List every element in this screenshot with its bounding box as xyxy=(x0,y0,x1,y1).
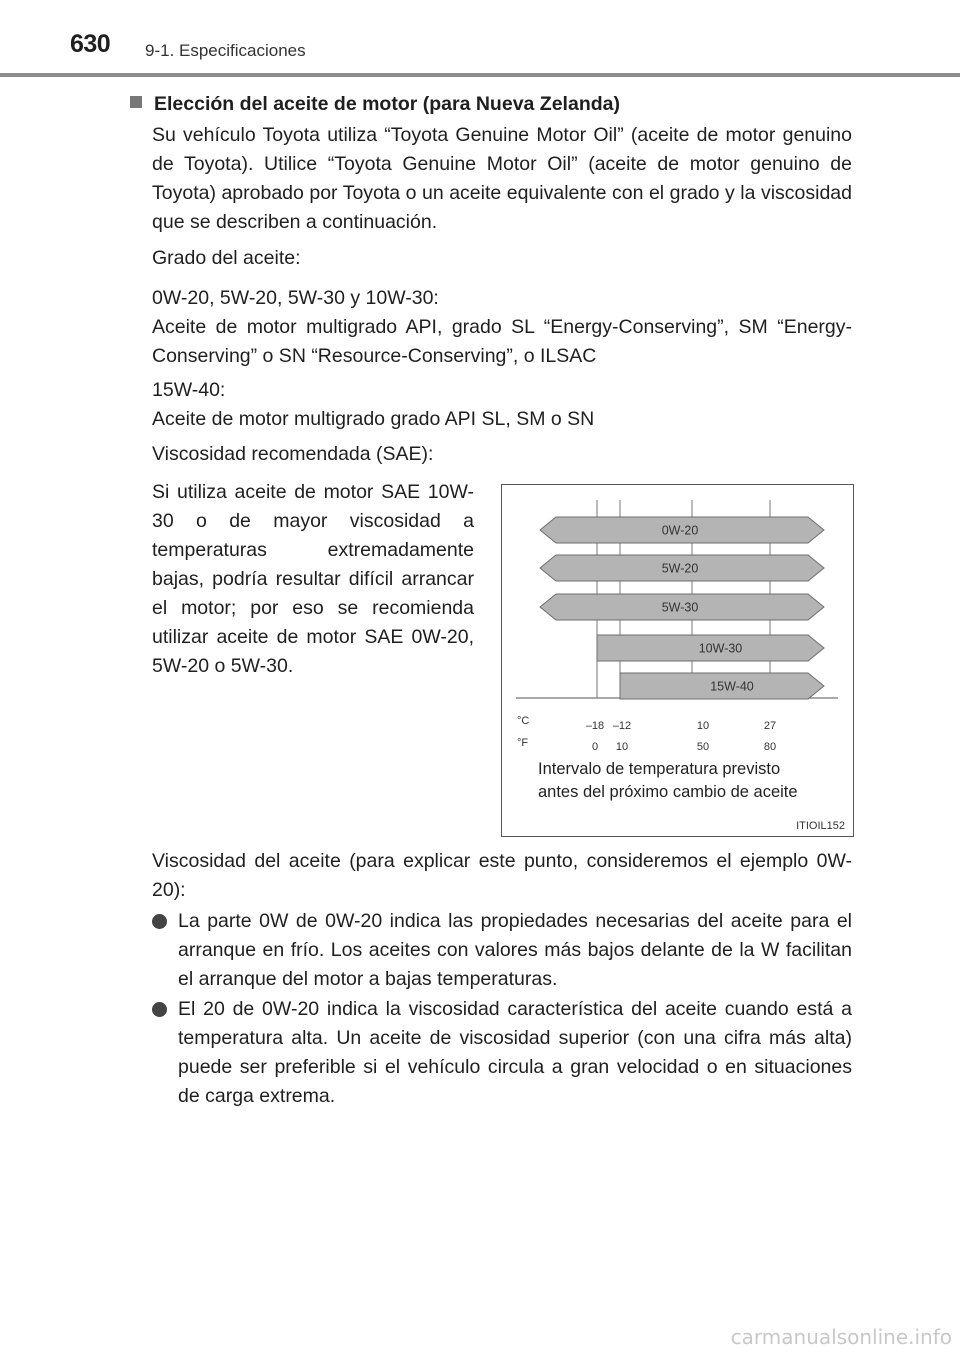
section-heading xyxy=(130,90,620,119)
page-number: 630 xyxy=(70,30,111,58)
fahrenheit-tick-label: 80 xyxy=(763,741,777,753)
celsius-tick-label: 10 xyxy=(696,720,710,732)
celsius-unit-label: °C xyxy=(517,715,530,727)
viscosity-chart-figure xyxy=(501,484,854,837)
viscosity-label: Viscosidad recomendada (SAE): xyxy=(152,443,434,465)
grade-label: 0W-20 xyxy=(661,523,699,538)
grade-label: 5W-30 xyxy=(661,600,699,615)
fahrenheit-tick-label: 50 xyxy=(696,741,710,753)
grade-label: 15W-40 xyxy=(710,679,754,694)
celsius-tick-label: –18 xyxy=(585,720,605,732)
grade-1-description: Aceite de motor multigrado API, grado SL “Energy-Conserving”, SM “Energy-Conserving” o SN “Resource-Conserving”, o ILSAC xyxy=(152,316,852,367)
fahrenheit-unit-label: °F xyxy=(517,737,529,749)
figure-caption-line-1: Intervalo de temperatura previsto xyxy=(538,760,781,778)
bullet-dot-icon xyxy=(152,914,167,929)
section-heading-text: Elección del aceite de motor (para Nueva Zelanda) xyxy=(154,93,620,115)
figure-code: ITIOIL152 xyxy=(796,820,845,832)
grade-label: 10W-30 xyxy=(698,641,743,656)
celsius-tick-label: 27 xyxy=(763,720,777,732)
bullet-dot-icon xyxy=(152,1002,167,1017)
grade-label: 5W-20 xyxy=(661,561,699,576)
square-bullet-icon xyxy=(130,96,142,108)
figure-caption-line-2: antes del próximo cambio de aceite xyxy=(538,783,798,801)
bullet-item xyxy=(152,907,852,994)
grade-2-description: Aceite de motor multigrado grado API SL, SM o SN xyxy=(152,408,595,430)
celsius-tick-label: –12 xyxy=(612,720,632,732)
grade-2-name: 15W-40: xyxy=(152,379,226,401)
fahrenheit-tick-label: 0 xyxy=(591,741,599,753)
bullet-text: El 20 de 0W-20 indica la viscosidad característica del aceite cuando está a temperatura alta. Un aceite de viscosidad superior (con una cifra más alta) puede ser preferible si el vehículo circula a gran velocidad o en situaciones de carga extrema. xyxy=(178,998,852,1107)
intro-paragraph: Su vehículo Toyota utiliza “Toyota Genuine Motor Oil” (aceite de motor genuino de Toyota). Utilice “Toyota Genuine Motor Oil” (aceite de motor genuino de Toyota) aprobado por Toyota o un aceite equivalente con el grado y la viscosidad que se describen a continuación. xyxy=(152,124,852,233)
grade-label: Grado del aceite: xyxy=(152,247,301,269)
section-title: 9-1. Especificaciones xyxy=(145,41,306,60)
watermark: carmanualsonline.info xyxy=(730,1325,952,1349)
grade-1-name: 0W-20, 5W-20, 5W-30 y 10W-30: xyxy=(152,287,439,309)
header-divider xyxy=(0,73,960,77)
example-intro: Viscosidad del aceite (para explicar este punto, consideremos el ejemplo 0W-20): xyxy=(152,850,852,901)
viscosity-note: Si utiliza aceite de motor SAE 10W-30 o de mayor viscosidad a temperaturas extremadamente bajas, podría resultar difícil arrancar el motor; por eso se recomienda utilizar aceite de motor SAE 0W-20, 5W-20 o 5W-30. xyxy=(152,481,474,677)
bullet-item xyxy=(152,995,852,1111)
fahrenheit-tick-label: 10 xyxy=(615,741,629,753)
figure-caption xyxy=(538,758,798,804)
bullet-text: La parte 0W de 0W-20 indica las propiedades necesarias del aceite para el arranque en frío. Los aceites con valores más bajos delante de la W facilitan el arranque del motor a bajas temperaturas. xyxy=(178,910,852,990)
